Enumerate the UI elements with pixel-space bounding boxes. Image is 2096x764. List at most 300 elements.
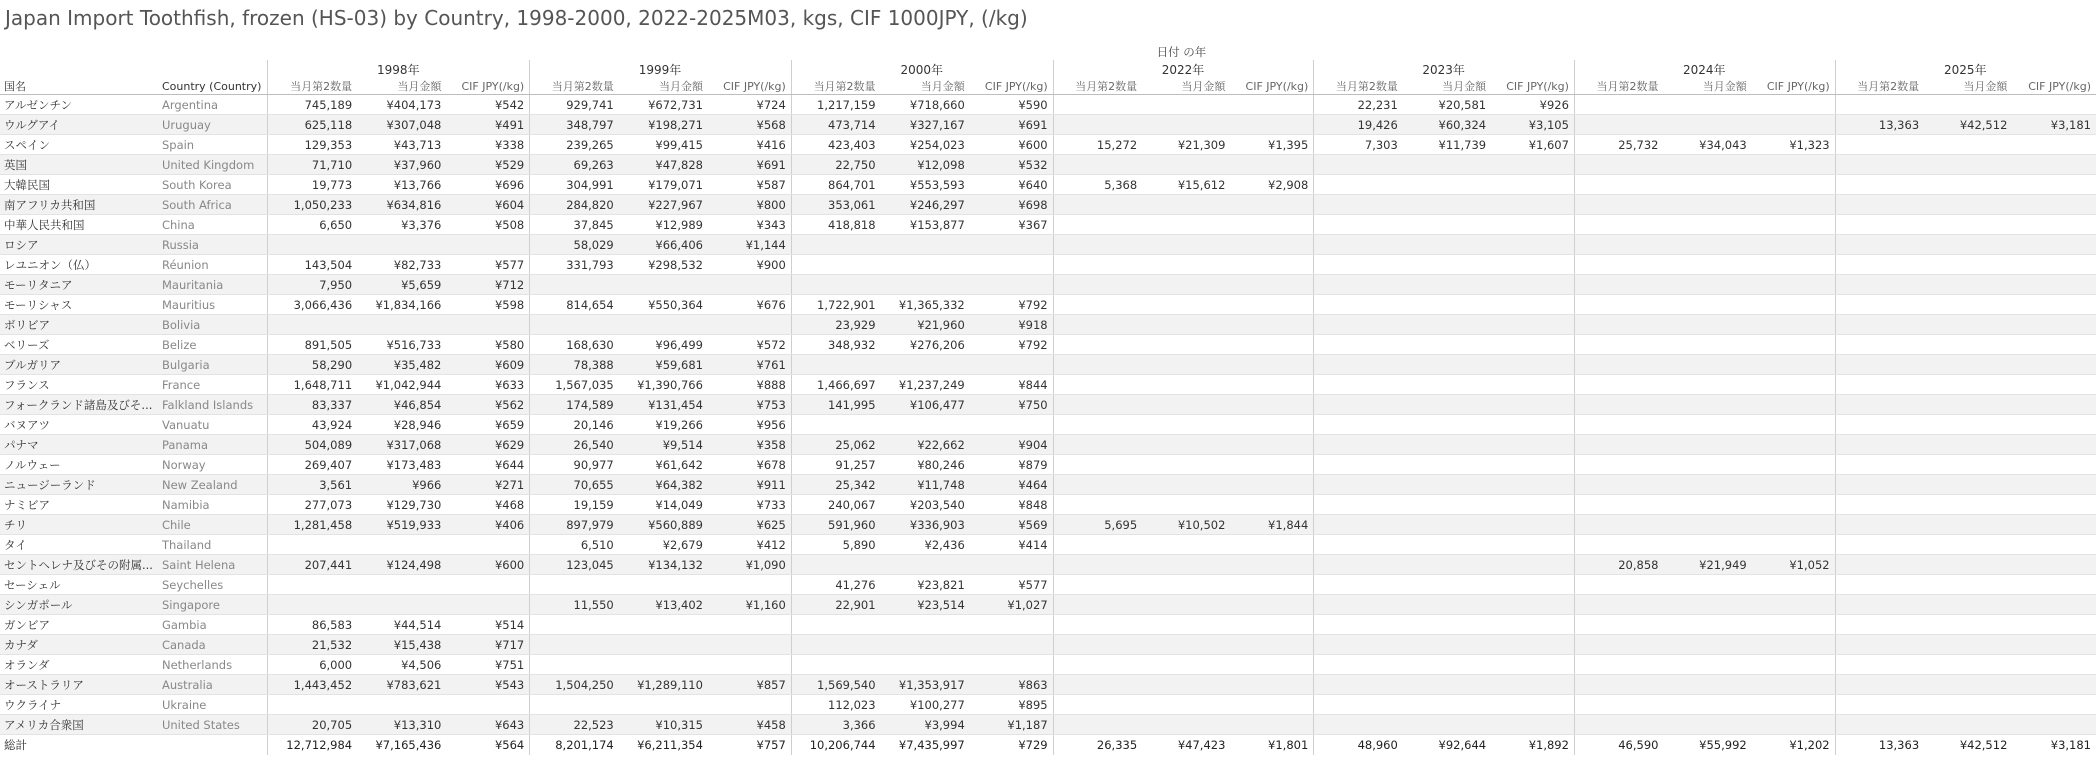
value-cell: ¥2,679 [619, 535, 708, 555]
value-cell: ¥60,324 [1403, 115, 1491, 135]
value-cell: ¥414 [970, 535, 1053, 555]
value-cell [1752, 395, 1835, 415]
country-en-cell: South Korea [158, 175, 268, 195]
value-cell [1142, 335, 1230, 355]
value-cell: ¥560,889 [619, 515, 708, 535]
value-cell [2012, 475, 2096, 495]
country-jp-cell: 南アフリカ共和国 [0, 195, 158, 215]
value-cell [2012, 95, 2096, 115]
value-cell [1663, 275, 1751, 295]
measure-header: 当月第2数量 [268, 78, 357, 95]
value-cell: ¥28,946 [357, 415, 446, 435]
value-cell: ¥609 [446, 355, 529, 375]
value-cell [1835, 655, 1924, 675]
value-cell [1574, 375, 1663, 395]
value-cell: ¥416 [708, 135, 791, 155]
header-spacer [0, 60, 268, 78]
value-cell [1403, 195, 1491, 215]
country-jp-cell: チリ [0, 515, 158, 535]
table-row [0, 455, 2096, 475]
value-cell [1314, 535, 1403, 555]
value-cell: 78,388 [530, 355, 619, 375]
value-cell [1491, 335, 1574, 355]
value-cell [619, 615, 708, 635]
value-cell [1752, 575, 1835, 595]
value-cell: ¥15,612 [1142, 175, 1230, 195]
value-cell [446, 575, 529, 595]
value-cell [1403, 395, 1491, 415]
value-cell [708, 575, 791, 595]
value-cell [1924, 595, 2012, 615]
value-cell [1230, 255, 1313, 275]
value-cell [1403, 575, 1491, 595]
value-cell [1314, 635, 1403, 655]
value-cell [530, 695, 619, 715]
value-cell: ¥717 [446, 635, 529, 655]
value-cell: 348,932 [791, 335, 880, 355]
value-cell: ¥173,483 [357, 455, 446, 475]
value-cell [446, 235, 529, 255]
value-cell [1663, 375, 1751, 395]
value-cell: ¥911 [708, 475, 791, 495]
value-cell: 69,263 [530, 155, 619, 175]
value-cell: ¥712 [446, 275, 529, 295]
value-cell: ¥64,382 [619, 475, 708, 495]
value-cell: 3,366 [791, 715, 880, 735]
value-cell: 7,950 [268, 275, 357, 295]
value-cell [1574, 475, 1663, 495]
value-cell [2012, 635, 2096, 655]
table-row [0, 475, 2096, 495]
value-cell [970, 635, 1053, 655]
year-header: 1998年 [268, 60, 530, 78]
value-cell [619, 635, 708, 655]
value-cell [1314, 275, 1403, 295]
country-en-cell: Seychelles [158, 575, 268, 595]
value-cell [1053, 415, 1142, 435]
value-cell [1053, 555, 1142, 575]
measure-header: CIF JPY(/kg) [1230, 78, 1313, 95]
value-cell: ¥733 [708, 495, 791, 515]
value-cell [1142, 295, 1230, 315]
value-cell: ¥792 [970, 335, 1053, 355]
value-cell [1230, 115, 1313, 135]
value-cell [1752, 715, 1835, 735]
value-cell: ¥21,960 [881, 315, 970, 335]
value-cell: 20,146 [530, 415, 619, 435]
country-jp-cell: ロシア [0, 235, 158, 255]
value-cell [1142, 395, 1230, 415]
value-cell: 814,654 [530, 295, 619, 315]
value-cell: ¥406 [446, 515, 529, 535]
value-cell: ¥761 [708, 355, 791, 375]
country-jp-cell: ノルウェー [0, 455, 158, 475]
value-cell [1835, 175, 1924, 195]
country-jp-header: 国名 [0, 78, 158, 95]
country-jp-cell: オーストラリア [0, 675, 158, 695]
value-cell [1403, 715, 1491, 735]
value-cell [1835, 255, 1924, 275]
value-cell [2012, 155, 2096, 175]
value-cell [1663, 355, 1751, 375]
country-en-cell: Singapore [158, 595, 268, 615]
value-cell [268, 595, 357, 615]
value-cell [1752, 495, 1835, 515]
value-cell [1752, 355, 1835, 375]
table-row [0, 635, 2096, 655]
value-cell [1835, 155, 1924, 175]
value-cell [1752, 175, 1835, 195]
measure-header: 当月金額 [1663, 78, 1751, 95]
value-cell: ¥1,187 [970, 715, 1053, 735]
value-cell: 91,257 [791, 455, 880, 475]
value-cell: 41,276 [791, 575, 880, 595]
value-cell [1663, 435, 1751, 455]
value-cell: ¥643 [446, 715, 529, 735]
value-cell: ¥800 [708, 195, 791, 215]
value-cell [1663, 455, 1751, 475]
value-cell: 129,353 [268, 135, 357, 155]
value-cell [1053, 235, 1142, 255]
value-cell: ¥966 [357, 475, 446, 495]
value-cell [1924, 395, 2012, 415]
value-cell: 3,561 [268, 475, 357, 495]
country-jp-cell: モーリタニア [0, 275, 158, 295]
value-cell [791, 235, 880, 255]
value-cell [1663, 535, 1751, 555]
value-cell: 123,045 [530, 555, 619, 575]
value-cell [1574, 575, 1663, 595]
country-jp-cell: ブルガリア [0, 355, 158, 375]
country-en-cell: Netherlands [158, 655, 268, 675]
value-cell: ¥678 [708, 455, 791, 475]
total-value-cell: ¥92,644 [1403, 735, 1491, 756]
year-header: 2024年 [1574, 60, 1835, 78]
value-cell [1230, 415, 1313, 435]
value-cell [1574, 175, 1663, 195]
value-cell [1230, 375, 1313, 395]
value-cell: 71,710 [268, 155, 357, 175]
value-cell [1314, 155, 1403, 175]
value-cell [1142, 315, 1230, 335]
value-cell [1142, 195, 1230, 215]
value-cell: 1,648,711 [268, 375, 357, 395]
value-cell: ¥3,105 [1491, 115, 1574, 135]
value-cell [1314, 595, 1403, 615]
value-cell [1663, 615, 1751, 635]
value-cell [1142, 475, 1230, 495]
value-cell: ¥3,376 [357, 215, 446, 235]
value-cell [881, 655, 970, 675]
table-row [0, 195, 2096, 215]
country-en-cell: Bulgaria [158, 355, 268, 375]
country-jp-cell: フォークランド諸島及びそ... [0, 395, 158, 415]
value-cell [1230, 455, 1313, 475]
value-cell: ¥1,160 [708, 595, 791, 615]
value-cell [357, 535, 446, 555]
country-jp-cell: カナダ [0, 635, 158, 655]
value-cell [1314, 235, 1403, 255]
table-row [0, 175, 2096, 195]
value-cell [1053, 695, 1142, 715]
country-en-cell: Gambia [158, 615, 268, 635]
value-cell [1924, 215, 2012, 235]
value-cell: ¥10,315 [619, 715, 708, 735]
value-cell [1230, 635, 1313, 655]
value-cell: 5,890 [791, 535, 880, 555]
value-cell: 22,901 [791, 595, 880, 615]
value-cell [1314, 335, 1403, 355]
value-cell [1924, 175, 2012, 195]
year-header: 2025年 [1835, 60, 2096, 78]
value-cell: 43,924 [268, 415, 357, 435]
value-cell [1142, 375, 1230, 395]
value-cell [1403, 455, 1491, 475]
value-cell: 207,441 [268, 555, 357, 575]
value-cell [1053, 155, 1142, 175]
value-cell: 625,118 [268, 115, 357, 135]
value-cell: 239,265 [530, 135, 619, 155]
value-cell: ¥1,042,944 [357, 375, 446, 395]
value-cell [1574, 155, 1663, 175]
country-en-cell: Thailand [158, 535, 268, 555]
value-cell [1924, 655, 2012, 675]
value-cell [1491, 295, 1574, 315]
value-cell: ¥23,514 [881, 595, 970, 615]
table-row [0, 715, 2096, 735]
value-cell [530, 655, 619, 675]
value-cell: ¥61,642 [619, 455, 708, 475]
value-cell: ¥659 [446, 415, 529, 435]
value-cell [1835, 355, 1924, 375]
value-cell: ¥1,390,766 [619, 375, 708, 395]
value-cell [1574, 415, 1663, 435]
value-cell [1314, 415, 1403, 435]
value-cell [530, 615, 619, 635]
value-cell [1314, 295, 1403, 315]
value-cell: ¥106,477 [881, 395, 970, 415]
value-cell [1574, 675, 1663, 695]
value-cell [1053, 335, 1142, 355]
value-cell [1230, 195, 1313, 215]
country-jp-cell: セーシェル [0, 575, 158, 595]
value-cell: 25,062 [791, 435, 880, 455]
table-row [0, 215, 2096, 235]
country-jp-cell: レユニオン（仏） [0, 255, 158, 275]
value-cell [708, 695, 791, 715]
value-cell [1314, 655, 1403, 675]
value-cell [881, 635, 970, 655]
total-value-cell: ¥6,211,354 [619, 735, 708, 756]
value-cell [1053, 715, 1142, 735]
country-en-cell: Mauritius [158, 295, 268, 315]
value-cell: ¥34,043 [1663, 135, 1751, 155]
value-cell [1142, 215, 1230, 235]
value-cell: ¥783,621 [357, 675, 446, 695]
value-cell: ¥1,353,917 [881, 675, 970, 695]
value-cell [1491, 655, 1574, 675]
value-cell [1663, 175, 1751, 195]
value-cell: 86,583 [268, 615, 357, 635]
value-cell [1491, 675, 1574, 695]
value-cell [1142, 575, 1230, 595]
crosstab-table [0, 44, 2096, 755]
value-cell: ¥553,593 [881, 175, 970, 195]
value-cell [1924, 415, 2012, 435]
value-cell [1663, 635, 1751, 655]
value-cell [2012, 695, 2096, 715]
measure-header: 当月金額 [1142, 78, 1230, 95]
value-cell [1574, 215, 1663, 235]
value-cell [1142, 155, 1230, 175]
value-cell: ¥1,395 [1230, 135, 1313, 155]
value-cell [1403, 435, 1491, 455]
value-cell [881, 255, 970, 275]
value-cell [1752, 595, 1835, 615]
value-cell [1835, 515, 1924, 535]
value-cell [1574, 695, 1663, 715]
value-cell: ¥1,144 [708, 235, 791, 255]
value-cell: ¥629 [446, 435, 529, 455]
value-cell [1403, 555, 1491, 575]
value-cell [1053, 295, 1142, 315]
value-cell [1053, 195, 1142, 215]
value-cell: ¥514 [446, 615, 529, 635]
value-cell [2012, 395, 2096, 415]
total-value-cell: 12,712,984 [268, 735, 357, 756]
value-cell [1314, 255, 1403, 275]
value-cell: ¥298,532 [619, 255, 708, 275]
value-cell [1663, 215, 1751, 235]
value-cell [268, 535, 357, 555]
value-cell: ¥227,967 [619, 195, 708, 215]
value-cell: ¥600 [970, 135, 1053, 155]
value-cell [1403, 295, 1491, 315]
value-cell: ¥848 [970, 495, 1053, 515]
value-cell [1835, 215, 1924, 235]
value-cell: ¥46,854 [357, 395, 446, 415]
value-cell [1663, 295, 1751, 315]
value-cell [2012, 615, 2096, 635]
value-cell: ¥464 [970, 475, 1053, 495]
value-cell: 3,066,436 [268, 295, 357, 315]
value-cell [1403, 175, 1491, 195]
value-cell [1314, 435, 1403, 455]
country-en-cell: Namibia [158, 495, 268, 515]
value-cell [970, 275, 1053, 295]
value-cell: ¥131,454 [619, 395, 708, 415]
value-cell: ¥1,289,110 [619, 675, 708, 695]
value-cell [1142, 635, 1230, 655]
value-cell [1924, 155, 2012, 175]
value-cell: 1,567,035 [530, 375, 619, 395]
year-header: 2023年 [1314, 60, 1575, 78]
value-cell: ¥246,297 [881, 195, 970, 215]
value-cell [1752, 255, 1835, 275]
value-cell: ¥5,659 [357, 275, 446, 295]
value-cell: 1,504,250 [530, 675, 619, 695]
measure-header: 当月第2数量 [1574, 78, 1663, 95]
table-row [0, 655, 2096, 675]
country-jp-cell: タイ [0, 535, 158, 555]
value-cell: 23,929 [791, 315, 880, 335]
value-cell: ¥879 [970, 455, 1053, 475]
country-en-cell: United States [158, 715, 268, 735]
value-cell [1574, 535, 1663, 555]
value-cell: 353,061 [791, 195, 880, 215]
value-cell [2012, 295, 2096, 315]
value-cell [1314, 315, 1403, 335]
value-cell: ¥691 [708, 155, 791, 175]
value-cell: ¥22,662 [881, 435, 970, 455]
country-en-cell: Norway [158, 455, 268, 475]
value-cell: ¥129,730 [357, 495, 446, 515]
value-cell: ¥37,960 [357, 155, 446, 175]
value-cell [1053, 375, 1142, 395]
value-cell: 331,793 [530, 255, 619, 275]
value-cell: 929,741 [530, 95, 619, 115]
value-cell: 21,532 [268, 635, 357, 655]
grand-total-label: 総計 [0, 735, 158, 756]
value-cell [1491, 435, 1574, 455]
value-cell [1053, 575, 1142, 595]
value-cell [1491, 515, 1574, 535]
value-cell [1053, 495, 1142, 515]
value-cell: 19,426 [1314, 115, 1403, 135]
value-cell [881, 235, 970, 255]
value-cell [1752, 655, 1835, 675]
value-cell [1403, 215, 1491, 235]
value-cell [1835, 455, 1924, 475]
table-row [0, 315, 2096, 335]
value-cell: ¥44,514 [357, 615, 446, 635]
value-cell [446, 535, 529, 555]
country-jp-cell: ウクライナ [0, 695, 158, 715]
country-jp-cell: ガンビア [0, 615, 158, 635]
value-cell: ¥80,246 [881, 455, 970, 475]
value-cell [1142, 655, 1230, 675]
value-cell: ¥888 [708, 375, 791, 395]
value-cell [1574, 275, 1663, 295]
country-jp-cell: モーリシャス [0, 295, 158, 315]
measure-header: CIF JPY(/kg) [708, 78, 791, 95]
value-cell [1491, 615, 1574, 635]
country-jp-cell: ウルグアイ [0, 115, 158, 135]
total-value-cell: ¥564 [446, 735, 529, 756]
total-value-cell: 48,960 [1314, 735, 1403, 756]
value-cell [1403, 615, 1491, 635]
value-cell [881, 615, 970, 635]
value-cell: ¥590 [970, 95, 1053, 115]
value-cell: ¥634,816 [357, 195, 446, 215]
value-cell [1053, 115, 1142, 135]
value-cell [1491, 575, 1574, 595]
value-cell: ¥10,502 [1142, 515, 1230, 535]
value-cell [1574, 715, 1663, 735]
value-cell [1230, 395, 1313, 415]
value-cell: ¥918 [970, 315, 1053, 335]
measure-header: 当月金額 [619, 78, 708, 95]
value-cell [1752, 635, 1835, 655]
value-cell [881, 275, 970, 295]
value-cell [1053, 215, 1142, 235]
value-cell [1491, 455, 1574, 475]
value-cell: 70,655 [530, 475, 619, 495]
value-cell: 11,550 [530, 595, 619, 615]
value-cell: 19,159 [530, 495, 619, 515]
value-cell [1053, 635, 1142, 655]
value-cell [1053, 275, 1142, 295]
